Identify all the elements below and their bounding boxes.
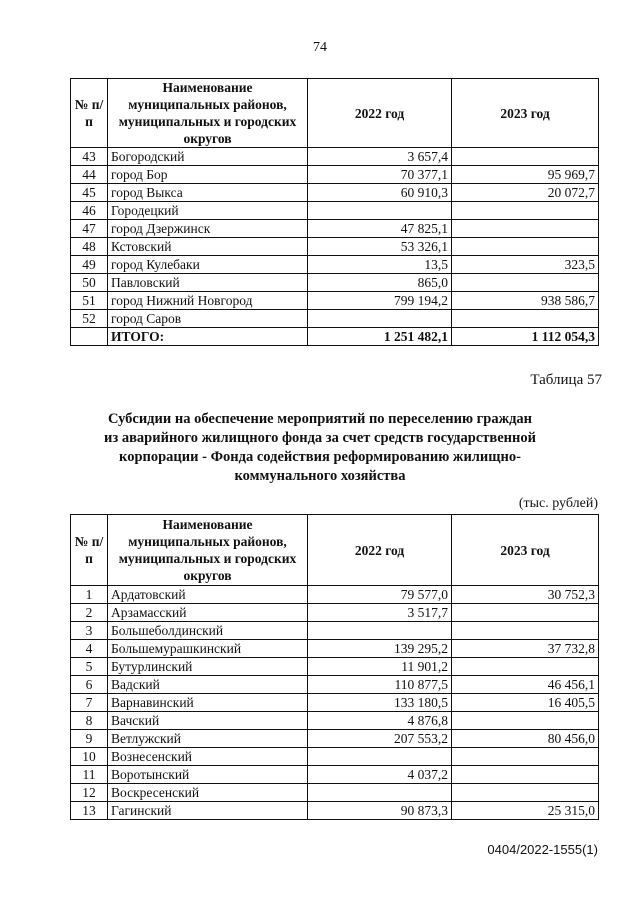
header-name: Наименование муниципальных районов, муниципальных и городских округов: [108, 515, 308, 586]
row-number: 9: [71, 730, 108, 748]
table-row: [71, 748, 599, 766]
row-value-2022: 3 517,7: [308, 604, 452, 622]
row-name: город Бор: [108, 166, 308, 184]
total-2022: 1 251 482,1: [308, 328, 452, 346]
page-number: 74: [313, 40, 327, 55]
row-number: 7: [71, 694, 108, 712]
row-name: Богородский: [108, 148, 308, 166]
row-value-2023: [452, 604, 599, 622]
table-row: [71, 586, 599, 604]
table-row: [71, 766, 599, 784]
row-number: 44: [71, 166, 108, 184]
row-value-2023: [452, 766, 599, 784]
row-value-2022: 3 657,4: [308, 148, 452, 166]
table-row: [71, 202, 599, 220]
row-value-2023: 37 732,8: [452, 640, 599, 658]
table-row: [71, 676, 599, 694]
table-title: Субсидии на обеспечение мероприятий по переселению граждан из аварийного жилищного фонда за счет средств государственной корпорации - Фонда содействия реформированию жилищно-коммунального хозяйства: [104, 411, 536, 484]
row-name: Вознесенский: [108, 748, 308, 766]
row-value-2023: [452, 274, 599, 292]
row-value-2023: [452, 748, 599, 766]
row-number: 12: [71, 784, 108, 802]
row-value-2023: [452, 658, 599, 676]
row-number: 51: [71, 292, 108, 310]
row-value-2022: [308, 202, 452, 220]
row-value-2023: 938 586,7: [452, 292, 599, 310]
table-row: [71, 292, 599, 310]
row-name: город Саров: [108, 310, 308, 328]
table-row: [71, 220, 599, 238]
row-name: Воскресенский: [108, 784, 308, 802]
row-number: 5: [71, 658, 108, 676]
row-value-2023: [452, 310, 599, 328]
table-header-row: [71, 79, 599, 148]
row-value-2023: [452, 202, 599, 220]
table-label: Таблица 57: [530, 372, 602, 388]
row-number: 45: [71, 184, 108, 202]
row-value-2022: 110 877,5: [308, 676, 452, 694]
table-row: [71, 256, 599, 274]
row-value-2022: 13,5: [308, 256, 452, 274]
row-name: Городецкий: [108, 202, 308, 220]
header-num: № п/п: [71, 79, 108, 148]
table-row: [71, 784, 599, 802]
row-value-2022: 53 326,1: [308, 238, 452, 256]
row-name: Большеболдинский: [108, 622, 308, 640]
row-value-2022: 133 180,5: [308, 694, 452, 712]
row-name: город Дзержинск: [108, 220, 308, 238]
row-value-2022: [308, 784, 452, 802]
row-value-2022: 4 876,8: [308, 712, 452, 730]
table-row: [71, 604, 599, 622]
row-value-2022: 90 873,3: [308, 802, 452, 820]
row-value-2023: 95 969,7: [452, 166, 599, 184]
row-number: 6: [71, 676, 108, 694]
row-value-2022: 4 037,2: [308, 766, 452, 784]
row-number: 46: [71, 202, 108, 220]
table-row: [71, 274, 599, 292]
units-label: (тыс. рублей): [518, 496, 598, 511]
row-name: Вадский: [108, 676, 308, 694]
row-number: 10: [71, 748, 108, 766]
row-value-2022: 79 577,0: [308, 586, 452, 604]
total-label: ИТОГО:: [108, 328, 308, 346]
row-value-2023: [452, 148, 599, 166]
row-name: Ардатовский: [108, 586, 308, 604]
total-2023: 1 112 054,3: [452, 328, 599, 346]
row-number: 3: [71, 622, 108, 640]
row-value-2022: 799 194,2: [308, 292, 452, 310]
table-row: [71, 802, 599, 820]
header-2023: 2023 год: [452, 79, 599, 148]
row-value-2023: 25 315,0: [452, 802, 599, 820]
row-value-2023: 16 405,5: [452, 694, 599, 712]
row-name: Вачский: [108, 712, 308, 730]
row-name: Гагинский: [108, 802, 308, 820]
row-name: Воротынский: [108, 766, 308, 784]
row-value-2022: [308, 310, 452, 328]
table-row: [71, 622, 599, 640]
row-value-2022: 47 825,1: [308, 220, 452, 238]
header-2023: 2023 год: [452, 515, 599, 586]
row-name: Павловский: [108, 274, 308, 292]
table-57: [70, 514, 599, 820]
document-code: 0404/2022-1555(1): [487, 842, 598, 857]
row-value-2022: 70 377,1: [308, 166, 452, 184]
table-row: [71, 640, 599, 658]
row-number: 47: [71, 220, 108, 238]
row-value-2022: 139 295,2: [308, 640, 452, 658]
row-number: 4: [71, 640, 108, 658]
row-name: Ветлужский: [108, 730, 308, 748]
row-value-2022: 865,0: [308, 274, 452, 292]
row-name: Бутурлинский: [108, 658, 308, 676]
table-row: [71, 148, 599, 166]
table-row: [71, 184, 599, 202]
row-value-2022: 207 553,2: [308, 730, 452, 748]
row-name: Большемурашкинский: [108, 640, 308, 658]
header-2022: 2022 год: [308, 79, 452, 148]
row-number: 2: [71, 604, 108, 622]
row-value-2022: [308, 622, 452, 640]
row-name: Варнавинский: [108, 694, 308, 712]
table-row: [71, 310, 599, 328]
table-row: [71, 694, 599, 712]
row-number: 50: [71, 274, 108, 292]
table-row: [71, 166, 599, 184]
table-row: [71, 730, 599, 748]
header-2022: 2022 год: [308, 515, 452, 586]
row-number: 13: [71, 802, 108, 820]
row-name: город Нижний Новгород: [108, 292, 308, 310]
row-number: 8: [71, 712, 108, 730]
row-value-2023: 30 752,3: [452, 586, 599, 604]
row-number: 49: [71, 256, 108, 274]
row-value-2023: 80 456,0: [452, 730, 599, 748]
table-row: [71, 658, 599, 676]
row-name: Арзамасский: [108, 604, 308, 622]
row-number: 11: [71, 766, 108, 784]
row-number: 52: [71, 310, 108, 328]
row-value-2023: [452, 220, 599, 238]
table-continued: [70, 78, 599, 346]
row-name: город Кулебаки: [108, 256, 308, 274]
row-name: город Выкса: [108, 184, 308, 202]
row-value-2023: [452, 712, 599, 730]
total-row: [71, 328, 599, 346]
row-value-2022: [308, 748, 452, 766]
row-value-2023: 20 072,7: [452, 184, 599, 202]
table-row: [71, 712, 599, 730]
row-value-2023: 46 456,1: [452, 676, 599, 694]
row-number: 48: [71, 238, 108, 256]
total-num: [71, 328, 108, 346]
row-value-2022: 11 901,2: [308, 658, 452, 676]
row-number: 43: [71, 148, 108, 166]
row-value-2023: [452, 622, 599, 640]
table-header-row: [71, 515, 599, 586]
row-value-2023: 323,5: [452, 256, 599, 274]
header-name: Наименование муниципальных районов, муниципальных и городских округов: [108, 79, 308, 148]
row-name: Кстовский: [108, 238, 308, 256]
row-value-2023: [452, 784, 599, 802]
header-num: № п/п: [71, 515, 108, 586]
table-row: [71, 238, 599, 256]
row-value-2022: 60 910,3: [308, 184, 452, 202]
row-number: 1: [71, 586, 108, 604]
row-value-2023: [452, 238, 599, 256]
